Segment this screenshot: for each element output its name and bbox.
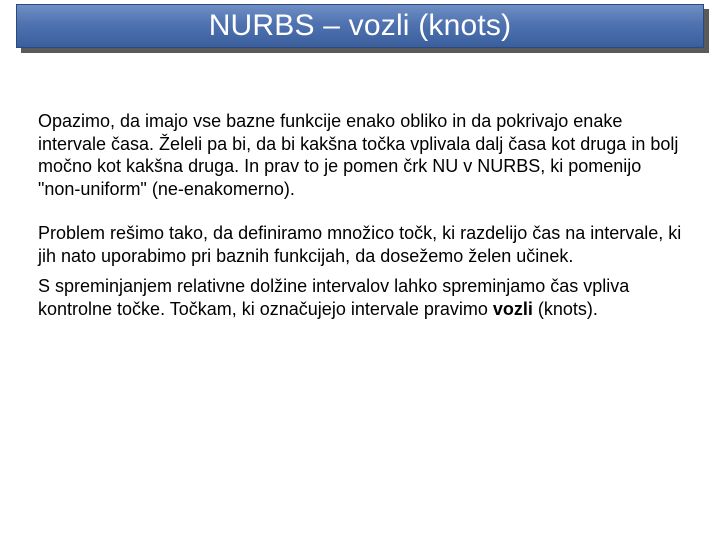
paragraph-3-bold-term: vozli	[492, 298, 533, 319]
title-bar	[16, 4, 704, 48]
paragraph-3-tail: (knots).	[532, 298, 598, 319]
paragraph-2: Problem rešimo tako, da definiramo množico točk, ki razdelijo čas na intervale, ki jih nato uporabimo pri baznih funkcijah, da dosežemo želen učinek.	[38, 223, 682, 266]
paragraph-3-text: S spreminjanjem relativne dolžine intervalov lahko spreminjamo čas vpliva kontrolne točke. Točkam, ki označujejo intervale pravimo	[38, 276, 630, 319]
paragraph-1: Opazimo, da imajo vse bazne funkcije enako obliko in da pokrivajo enake intervale časa. Želeli pa bi, da bi kakšna točka vplivala dalj časa kot druga in bolj močno kot kakšna druga. In prav to je pomen črk NU v NURBS, ki pomenijo "non-uniform" (ne-enakomerno).	[38, 111, 679, 199]
slide-title: NURBS – vozli (knots)	[208, 9, 512, 42]
paragraph-3	[38, 275, 688, 320]
slide-content	[38, 110, 688, 320]
